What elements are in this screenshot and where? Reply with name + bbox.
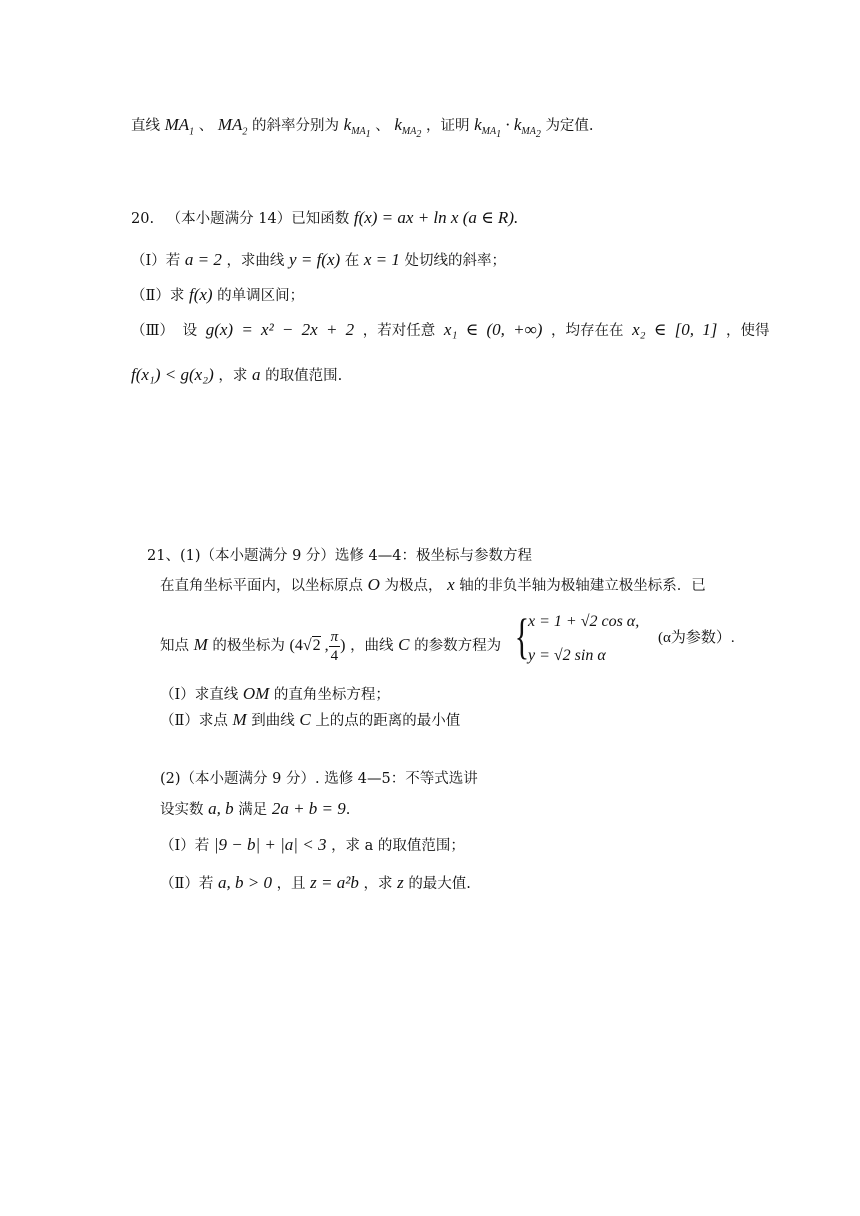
polar-coordinate: (4√2 , $\frac{\pi}{4}$ ) <box>289 629 346 664</box>
q21-sub2-head: (2)（本小题满分 9 分）. 选修 4—5：不等式选讲 <box>160 771 478 787</box>
q21-part2: （Ⅱ）求点 M 到曲线 C 上的点的距离的最小值 <box>160 710 461 729</box>
k-ma2-symbol: $k_{MA_2}$ <box>394 115 422 141</box>
k-ma1-symbol: $k_{MA_1}$ <box>343 115 371 141</box>
param-note: (α为参数）. <box>658 630 735 646</box>
q20-part2: （Ⅱ）求 f(x) 的单调区间； <box>131 285 305 304</box>
q20-part1: （Ⅰ）若 a = 2 ，求曲线 y = f(x) 在 x = 1 处切线的斜率； <box>131 250 507 269</box>
ma2-symbol: $MA_2$ <box>217 115 248 138</box>
q20-part3-cont: f(x₁) < g(x₂) ，求 a 的取值范围. <box>131 365 343 384</box>
q21-part1: （Ⅰ）求直线 OM 的直角坐标方程； <box>160 684 390 703</box>
q21-line1: 在直角坐标平面内，以坐标原点 O 为极点， x 轴的非负半轴为极轴建立极坐标系．已 <box>160 575 706 594</box>
ma1-symbol: $MA_1$ <box>164 115 195 138</box>
q20-title: 20. （本小题满分 14）已知函数 f(x) = ax + ln x (a ∈ R). <box>131 208 519 227</box>
param-x: x = 1 + √2 cos α, <box>528 613 640 630</box>
param-y: y = √2 sin α <box>528 647 606 664</box>
q21-sub2-part1: （Ⅰ）若 |9 − b| + |a| < 3 ，求 a 的取值范围； <box>160 835 465 854</box>
q20-part3: （Ⅲ） 设 g(x) = x² − 2x + 2 ，若对任意 x₁ ∈ (0, +∞) ，均存在在 x₂ ∈ [0, 1] ，使得 <box>131 320 770 339</box>
q20-function: f(x) = ax + ln x (a ∈ R). <box>353 208 519 227</box>
q19-tail-line: 直线 $MA_1$ 、 $MA_2$ 的斜率分别为 $k_{MA_1}$ 、 $k_{MA_2}$ ，证明 $k_{MA_1} \cdot k_{MA_2}$ 为定值. <box>131 115 594 141</box>
q21-head: 21、(1)（本小题满分 9 分）选修 4—4：极坐标与参数方程 <box>147 548 532 564</box>
q21-line2: 知点 M 的极坐标为 (4√2 , $\frac{\pi}{4}$ ) ，曲线 C 的参数方程为 <box>160 629 502 664</box>
system-brace: { <box>514 608 530 664</box>
q21-sub2-part2: （Ⅱ）若 a, b > 0 ，且 z = a²b ，求 z 的最大值. <box>160 873 471 892</box>
product-symbol: $k_{MA_1} \cdot k_{MA_2}$ <box>474 115 541 141</box>
q21-sub2-line: 设实数 a, b 满足 2a + b = 9. <box>160 799 351 818</box>
